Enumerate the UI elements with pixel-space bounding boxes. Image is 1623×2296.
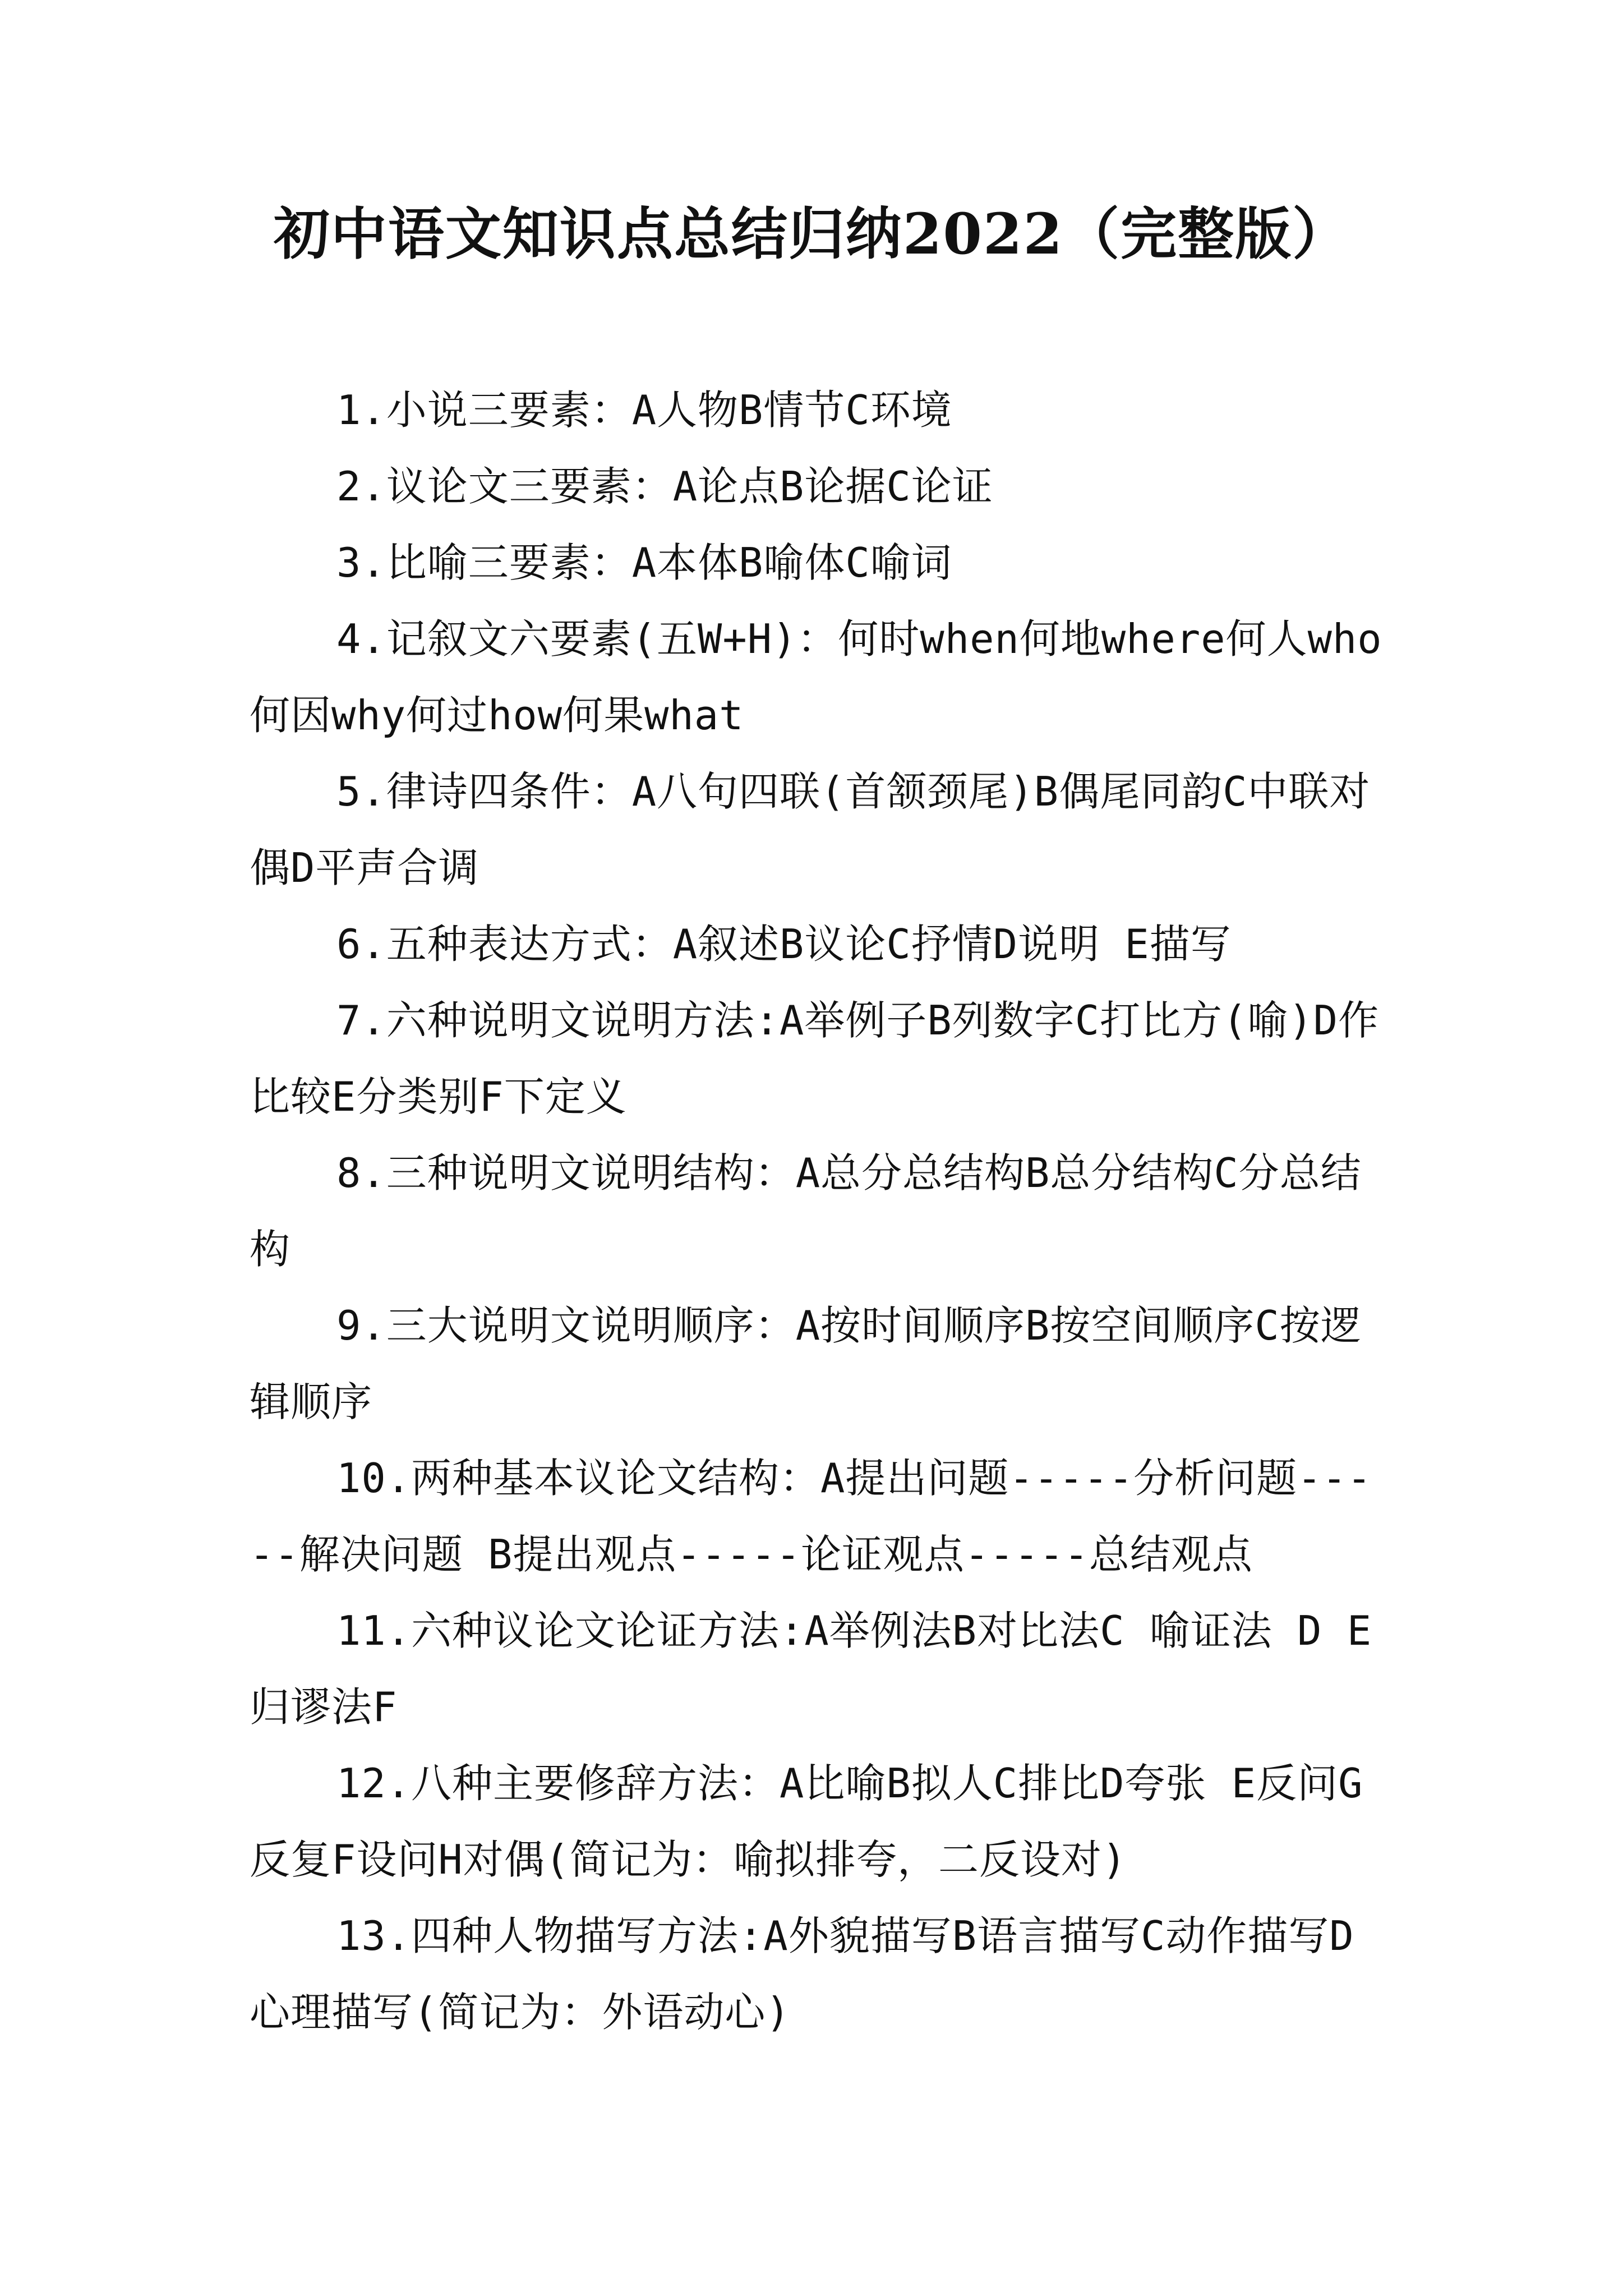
paragraph-5: 5.律诗四条件：A八句四联(首颔颈尾)B偶尾同韵C中联对偶D平声合调 <box>250 768 1371 891</box>
paragraph-10: 10.两种基本议论文结构：A提出问题-----分析问题-----解决问题 B提出观点-----论证观点-----总结观点 <box>250 1455 1372 1578</box>
document-title: 初中语文知识点总结归纳2022（完整版） <box>273 201 1350 267</box>
paragraph-3: 3.比喻三要素：A本体B喻体C喻词 <box>336 539 952 586</box>
paragraph-9: 9.三大说明文说明顺序：A按时间顺序B按空间顺序C按逻辑顺序 <box>250 1302 1362 1425</box>
paragraph-11: 11.六种议论文论证方法:A举例法B对比法C 喻证法 D E归谬法F <box>250 1607 1372 1731</box>
paragraph-13: 13.四种人物描写方法:A外貌描写B语言描写C动作描写D心理描写(简记为：外语动心) <box>250 1912 1354 2036</box>
paragraph-1: 1.小说三要素：A人物B情节C环境 <box>336 386 952 434</box>
paragraph-4: 4.记叙文六要素(五W+H)：何时when何地where何人who何因why何过how何果what <box>250 615 1382 739</box>
paragraph-2: 2.议论文三要素：A论点B论据C论证 <box>336 463 993 510</box>
paragraph-12: 12.八种主要修辞方法：A比喻B拟人C排比D夸张 E反问G反复F设问H对偶(简记为：喻拟排夸，二反设对) <box>250 1760 1363 1883</box>
paragraph-7: 7.六种说明文说明方法:A举例子B列数字C打比方(喻)D作比较E分类别F下定义 <box>250 997 1380 1120</box>
paragraph-8: 8.三种说明文说明结构：A总分总结构B总分结构C分总结构 <box>250 1149 1362 1273</box>
paragraph-6: 6.五种表达方式：A叙述B议论C抒情D说明 E描写 <box>336 921 1232 968</box>
document-body <box>250 372 1382 2050</box>
